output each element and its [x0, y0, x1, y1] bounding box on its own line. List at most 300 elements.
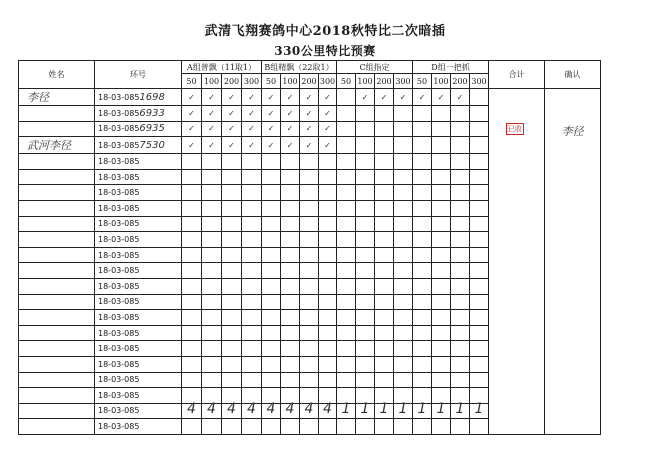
bet-cell[interactable] — [182, 247, 202, 263]
bet-cell[interactable] — [356, 89, 375, 106]
name-cell[interactable] — [19, 106, 95, 122]
bet-cell[interactable] — [319, 419, 337, 435]
bet-cell[interactable] — [182, 154, 202, 170]
bet-cell[interactable] — [337, 310, 356, 326]
bet-cell[interactable] — [281, 310, 300, 326]
bet-cell[interactable] — [375, 356, 394, 372]
bet-cell[interactable] — [202, 185, 222, 201]
bet-cell[interactable] — [356, 247, 375, 263]
bet-cell[interactable] — [242, 325, 262, 341]
bet-cell[interactable] — [394, 232, 413, 248]
bet-cell[interactable] — [281, 106, 300, 122]
bet-cell[interactable] — [202, 341, 222, 357]
bet-cell[interactable] — [222, 247, 242, 263]
bet-cell[interactable] — [202, 247, 222, 263]
bet-cell[interactable] — [300, 216, 319, 232]
bet-cell[interactable] — [319, 137, 337, 154]
bet-cell[interactable] — [375, 137, 394, 154]
bet-cell[interactable] — [222, 89, 242, 106]
bet-cell[interactable] — [262, 169, 281, 185]
bet-cell[interactable] — [319, 89, 337, 106]
bet-cell[interactable] — [413, 419, 432, 435]
bet-cell[interactable] — [470, 325, 489, 341]
ring-cell[interactable] — [95, 278, 182, 294]
bet-cell[interactable] — [202, 121, 222, 137]
bet-cell[interactable] — [281, 200, 300, 216]
bet-cell[interactable] — [337, 216, 356, 232]
bet-cell[interactable] — [413, 341, 432, 357]
bet-cell[interactable] — [300, 106, 319, 122]
bet-cell[interactable] — [262, 325, 281, 341]
bet-cell[interactable] — [413, 263, 432, 279]
bet-cell[interactable] — [319, 185, 337, 201]
bet-cell[interactable] — [319, 121, 337, 137]
bet-cell[interactable] — [337, 89, 356, 106]
bet-cell[interactable] — [394, 372, 413, 388]
bet-cell[interactable] — [242, 263, 262, 279]
bet-cell[interactable] — [281, 278, 300, 294]
bet-cell[interactable] — [281, 356, 300, 372]
bet-cell[interactable] — [356, 419, 375, 435]
ring-cell[interactable] — [95, 169, 182, 185]
bet-cell[interactable] — [337, 325, 356, 341]
ring-cell[interactable] — [95, 106, 182, 122]
bet-cell[interactable] — [432, 121, 451, 137]
bet-cell[interactable] — [451, 419, 470, 435]
bet-cell[interactable] — [222, 278, 242, 294]
ring-cell[interactable] — [95, 185, 182, 201]
ring-cell[interactable] — [95, 310, 182, 326]
bet-cell[interactable] — [413, 232, 432, 248]
bet-cell[interactable] — [281, 216, 300, 232]
bet-cell[interactable] — [319, 263, 337, 279]
bet-cell[interactable] — [242, 278, 262, 294]
bet-cell[interactable] — [375, 278, 394, 294]
ring-cell[interactable] — [95, 154, 182, 170]
bet-cell[interactable] — [356, 263, 375, 279]
bet-cell[interactable] — [451, 216, 470, 232]
bet-cell[interactable] — [375, 89, 394, 106]
bet-cell[interactable] — [432, 232, 451, 248]
bet-cell[interactable] — [262, 154, 281, 170]
bet-cell[interactable] — [470, 341, 489, 357]
bet-cell[interactable] — [300, 294, 319, 310]
bet-cell[interactable] — [394, 154, 413, 170]
bet-cell[interactable] — [413, 121, 432, 137]
bet-cell[interactable] — [337, 294, 356, 310]
bet-cell[interactable] — [319, 216, 337, 232]
bet-cell[interactable] — [281, 294, 300, 310]
bet-cell[interactable] — [182, 216, 202, 232]
bet-cell[interactable] — [242, 372, 262, 388]
bet-cell[interactable] — [319, 325, 337, 341]
ring-cell[interactable] — [95, 294, 182, 310]
bet-cell[interactable] — [202, 106, 222, 122]
bet-cell[interactable] — [356, 372, 375, 388]
bet-cell[interactable] — [202, 310, 222, 326]
bet-cell[interactable] — [470, 106, 489, 122]
bet-cell[interactable] — [242, 310, 262, 326]
total-cell[interactable] — [489, 89, 545, 435]
bet-cell[interactable] — [432, 247, 451, 263]
bet-cell[interactable] — [394, 185, 413, 201]
bet-cell[interactable] — [356, 278, 375, 294]
bet-cell[interactable] — [470, 247, 489, 263]
bet-cell[interactable] — [470, 154, 489, 170]
bet-cell[interactable] — [337, 137, 356, 154]
bet-cell[interactable] — [182, 89, 202, 106]
bet-cell[interactable] — [202, 232, 222, 248]
bet-cell[interactable] — [202, 263, 222, 279]
name-cell[interactable] — [19, 185, 95, 201]
name-cell[interactable] — [19, 388, 95, 404]
ring-cell[interactable] — [95, 403, 182, 419]
bet-cell[interactable] — [242, 200, 262, 216]
bet-cell[interactable] — [262, 247, 281, 263]
bet-cell[interactable] — [356, 294, 375, 310]
bet-cell[interactable] — [394, 356, 413, 372]
bet-cell[interactable] — [356, 216, 375, 232]
bet-cell[interactable] — [470, 263, 489, 279]
bet-cell[interactable] — [300, 89, 319, 106]
bet-cell[interactable] — [262, 216, 281, 232]
bet-cell[interactable] — [202, 169, 222, 185]
bet-cell[interactable] — [394, 106, 413, 122]
bet-cell[interactable] — [281, 169, 300, 185]
bet-cell[interactable] — [242, 247, 262, 263]
bet-cell[interactable] — [375, 169, 394, 185]
name-cell[interactable] — [19, 278, 95, 294]
bet-cell[interactable] — [451, 137, 470, 154]
bet-cell[interactable] — [281, 247, 300, 263]
bet-cell[interactable] — [432, 137, 451, 154]
bet-cell[interactable] — [394, 419, 413, 435]
name-cell[interactable] — [19, 341, 95, 357]
bet-cell[interactable] — [451, 278, 470, 294]
bet-cell[interactable] — [432, 185, 451, 201]
bet-cell[interactable] — [356, 154, 375, 170]
bet-cell[interactable] — [470, 356, 489, 372]
bet-cell[interactable] — [281, 341, 300, 357]
name-cell[interactable] — [19, 232, 95, 248]
bet-cell[interactable] — [375, 232, 394, 248]
bet-cell[interactable] — [413, 106, 432, 122]
bet-cell[interactable] — [262, 278, 281, 294]
bet-cell[interactable] — [222, 372, 242, 388]
bet-cell[interactable] — [262, 137, 281, 154]
bet-cell[interactable] — [281, 185, 300, 201]
bet-cell[interactable] — [451, 341, 470, 357]
bet-cell[interactable] — [319, 341, 337, 357]
bet-cell[interactable] — [319, 356, 337, 372]
bet-cell[interactable] — [337, 356, 356, 372]
bet-cell[interactable] — [432, 154, 451, 170]
bet-cell[interactable] — [242, 232, 262, 248]
bet-cell[interactable] — [281, 419, 300, 435]
bet-cell[interactable] — [319, 169, 337, 185]
bet-cell[interactable] — [432, 310, 451, 326]
bet-cell[interactable] — [337, 121, 356, 137]
bet-cell[interactable] — [356, 121, 375, 137]
ring-cell[interactable] — [95, 121, 182, 137]
ring-cell[interactable] — [95, 200, 182, 216]
bet-cell[interactable] — [262, 419, 281, 435]
bet-cell[interactable] — [242, 216, 262, 232]
bet-cell[interactable] — [394, 278, 413, 294]
bet-cell[interactable] — [413, 278, 432, 294]
bet-cell[interactable] — [300, 356, 319, 372]
bet-cell[interactable] — [432, 419, 451, 435]
bet-cell[interactable] — [394, 200, 413, 216]
bet-cell[interactable] — [375, 247, 394, 263]
bet-cell[interactable] — [319, 106, 337, 122]
ring-cell[interactable] — [95, 356, 182, 372]
bet-cell[interactable] — [242, 121, 262, 137]
bet-cell[interactable] — [262, 121, 281, 137]
bet-cell[interactable] — [375, 154, 394, 170]
bet-cell[interactable] — [451, 325, 470, 341]
bet-cell[interactable] — [202, 372, 222, 388]
bet-cell[interactable] — [242, 185, 262, 201]
name-cell[interactable] — [19, 356, 95, 372]
bet-cell[interactable] — [470, 372, 489, 388]
bet-cell[interactable] — [394, 294, 413, 310]
bet-cell[interactable] — [337, 278, 356, 294]
bet-cell[interactable] — [432, 356, 451, 372]
bet-cell[interactable] — [413, 89, 432, 106]
bet-cell[interactable] — [413, 310, 432, 326]
bet-cell[interactable] — [394, 169, 413, 185]
name-cell[interactable] — [19, 216, 95, 232]
bet-cell[interactable] — [202, 89, 222, 106]
bet-cell[interactable] — [432, 341, 451, 357]
bet-cell[interactable] — [202, 200, 222, 216]
ring-cell[interactable] — [95, 388, 182, 404]
bet-cell[interactable] — [300, 278, 319, 294]
bet-cell[interactable] — [356, 200, 375, 216]
bet-cell[interactable] — [413, 137, 432, 154]
bet-cell[interactable] — [394, 89, 413, 106]
bet-cell[interactable] — [451, 294, 470, 310]
bet-cell[interactable] — [319, 372, 337, 388]
bet-cell[interactable] — [356, 137, 375, 154]
bet-cell[interactable] — [202, 419, 222, 435]
bet-cell[interactable] — [470, 419, 489, 435]
bet-cell[interactable] — [242, 169, 262, 185]
bet-cell[interactable] — [470, 169, 489, 185]
bet-cell[interactable] — [182, 137, 202, 154]
bet-cell[interactable] — [281, 121, 300, 137]
bet-cell[interactable] — [319, 232, 337, 248]
bet-cell[interactable] — [394, 121, 413, 137]
confirm-cell[interactable] — [545, 89, 601, 435]
bet-cell[interactable] — [337, 200, 356, 216]
bet-cell[interactable] — [222, 325, 242, 341]
ring-cell[interactable] — [95, 232, 182, 248]
bet-cell[interactable] — [242, 106, 262, 122]
bet-cell[interactable] — [222, 216, 242, 232]
bet-cell[interactable] — [451, 232, 470, 248]
bet-cell[interactable] — [337, 106, 356, 122]
bet-cell[interactable] — [182, 356, 202, 372]
bet-cell[interactable] — [432, 106, 451, 122]
bet-cell[interactable] — [451, 200, 470, 216]
bet-cell[interactable] — [262, 185, 281, 201]
bet-cell[interactable] — [319, 200, 337, 216]
bet-cell[interactable] — [356, 325, 375, 341]
bet-cell[interactable] — [375, 325, 394, 341]
bet-cell[interactable] — [356, 356, 375, 372]
bet-cell[interactable] — [337, 185, 356, 201]
bet-cell[interactable] — [432, 200, 451, 216]
bet-cell[interactable] — [470, 200, 489, 216]
bet-cell[interactable] — [242, 294, 262, 310]
bet-cell[interactable] — [356, 310, 375, 326]
bet-cell[interactable] — [182, 278, 202, 294]
bet-cell[interactable] — [300, 372, 319, 388]
bet-cell[interactable] — [432, 169, 451, 185]
bet-cell[interactable] — [222, 263, 242, 279]
ring-cell[interactable] — [95, 89, 182, 106]
bet-cell[interactable] — [413, 169, 432, 185]
bet-cell[interactable] — [222, 154, 242, 170]
bet-cell[interactable] — [262, 341, 281, 357]
bet-cell[interactable] — [300, 263, 319, 279]
bet-cell[interactable] — [262, 263, 281, 279]
bet-cell[interactable] — [242, 89, 262, 106]
name-cell[interactable]: 武河李径 — [19, 137, 95, 154]
bet-cell[interactable] — [182, 106, 202, 122]
bet-cell[interactable] — [356, 169, 375, 185]
ring-cell[interactable] — [95, 137, 182, 154]
bet-cell[interactable] — [281, 89, 300, 106]
bet-cell[interactable] — [375, 341, 394, 357]
bet-cell[interactable] — [182, 372, 202, 388]
bet-cell[interactable] — [319, 294, 337, 310]
bet-cell[interactable] — [182, 121, 202, 137]
bet-cell[interactable] — [375, 106, 394, 122]
bet-cell[interactable] — [375, 263, 394, 279]
bet-cell[interactable] — [182, 341, 202, 357]
bet-cell[interactable] — [202, 325, 222, 341]
bet-cell[interactable] — [451, 169, 470, 185]
bet-cell[interactable] — [300, 137, 319, 154]
bet-cell[interactable] — [222, 106, 242, 122]
name-cell[interactable] — [19, 169, 95, 185]
name-cell[interactable] — [19, 325, 95, 341]
bet-cell[interactable] — [413, 216, 432, 232]
bet-cell[interactable] — [413, 325, 432, 341]
bet-cell[interactable] — [356, 106, 375, 122]
name-cell[interactable] — [19, 419, 95, 435]
bet-cell[interactable] — [413, 356, 432, 372]
bet-cell[interactable] — [356, 232, 375, 248]
bet-cell[interactable] — [337, 341, 356, 357]
bet-cell[interactable] — [182, 325, 202, 341]
bet-cell[interactable] — [394, 310, 413, 326]
ring-cell[interactable] — [95, 372, 182, 388]
bet-cell[interactable] — [470, 121, 489, 137]
bet-cell[interactable] — [432, 325, 451, 341]
bet-cell[interactable] — [470, 294, 489, 310]
bet-cell[interactable] — [319, 154, 337, 170]
bet-cell[interactable] — [202, 137, 222, 154]
name-cell[interactable] — [19, 372, 95, 388]
bet-cell[interactable] — [242, 137, 262, 154]
bet-cell[interactable] — [432, 89, 451, 106]
ring-cell[interactable] — [95, 419, 182, 435]
bet-cell[interactable] — [182, 200, 202, 216]
bet-cell[interactable] — [182, 232, 202, 248]
ring-cell[interactable] — [95, 216, 182, 232]
name-cell[interactable] — [19, 200, 95, 216]
bet-cell[interactable] — [300, 419, 319, 435]
bet-cell[interactable] — [432, 372, 451, 388]
ring-cell[interactable] — [95, 263, 182, 279]
bet-cell[interactable] — [413, 247, 432, 263]
bet-cell[interactable] — [222, 137, 242, 154]
bet-cell[interactable] — [470, 278, 489, 294]
bet-cell[interactable] — [281, 154, 300, 170]
bet-cell[interactable] — [337, 372, 356, 388]
bet-cell[interactable] — [432, 278, 451, 294]
bet-cell[interactable] — [222, 121, 242, 137]
bet-cell[interactable] — [262, 89, 281, 106]
bet-cell[interactable] — [281, 372, 300, 388]
bet-cell[interactable] — [375, 121, 394, 137]
bet-cell[interactable] — [182, 419, 202, 435]
bet-cell[interactable] — [262, 356, 281, 372]
bet-cell[interactable] — [451, 247, 470, 263]
bet-cell[interactable] — [222, 356, 242, 372]
name-cell[interactable]: 李径 — [19, 89, 95, 106]
bet-cell[interactable] — [281, 325, 300, 341]
bet-cell[interactable] — [413, 294, 432, 310]
bet-cell[interactable] — [394, 137, 413, 154]
bet-cell[interactable] — [375, 419, 394, 435]
bet-cell[interactable] — [262, 310, 281, 326]
bet-cell[interactable] — [451, 263, 470, 279]
bet-cell[interactable] — [356, 185, 375, 201]
bet-cell[interactable] — [300, 341, 319, 357]
bet-cell[interactable] — [470, 185, 489, 201]
ring-cell[interactable] — [95, 325, 182, 341]
bet-cell[interactable] — [202, 278, 222, 294]
bet-cell[interactable] — [394, 325, 413, 341]
bet-cell[interactable] — [451, 185, 470, 201]
bet-cell[interactable] — [222, 200, 242, 216]
bet-cell[interactable] — [222, 310, 242, 326]
bet-cell[interactable] — [202, 216, 222, 232]
bet-cell[interactable] — [356, 341, 375, 357]
bet-cell[interactable] — [242, 341, 262, 357]
bet-cell[interactable] — [242, 356, 262, 372]
bet-cell[interactable] — [451, 310, 470, 326]
bet-cell[interactable] — [337, 169, 356, 185]
bet-cell[interactable] — [262, 372, 281, 388]
bet-cell[interactable] — [375, 200, 394, 216]
bet-cell[interactable] — [262, 232, 281, 248]
bet-cell[interactable] — [413, 200, 432, 216]
bet-cell[interactable] — [394, 341, 413, 357]
name-cell[interactable] — [19, 154, 95, 170]
bet-cell[interactable] — [413, 154, 432, 170]
bet-cell[interactable] — [337, 419, 356, 435]
bet-cell[interactable] — [470, 137, 489, 154]
bet-cell[interactable] — [262, 200, 281, 216]
bet-cell[interactable] — [319, 278, 337, 294]
name-cell[interactable] — [19, 294, 95, 310]
